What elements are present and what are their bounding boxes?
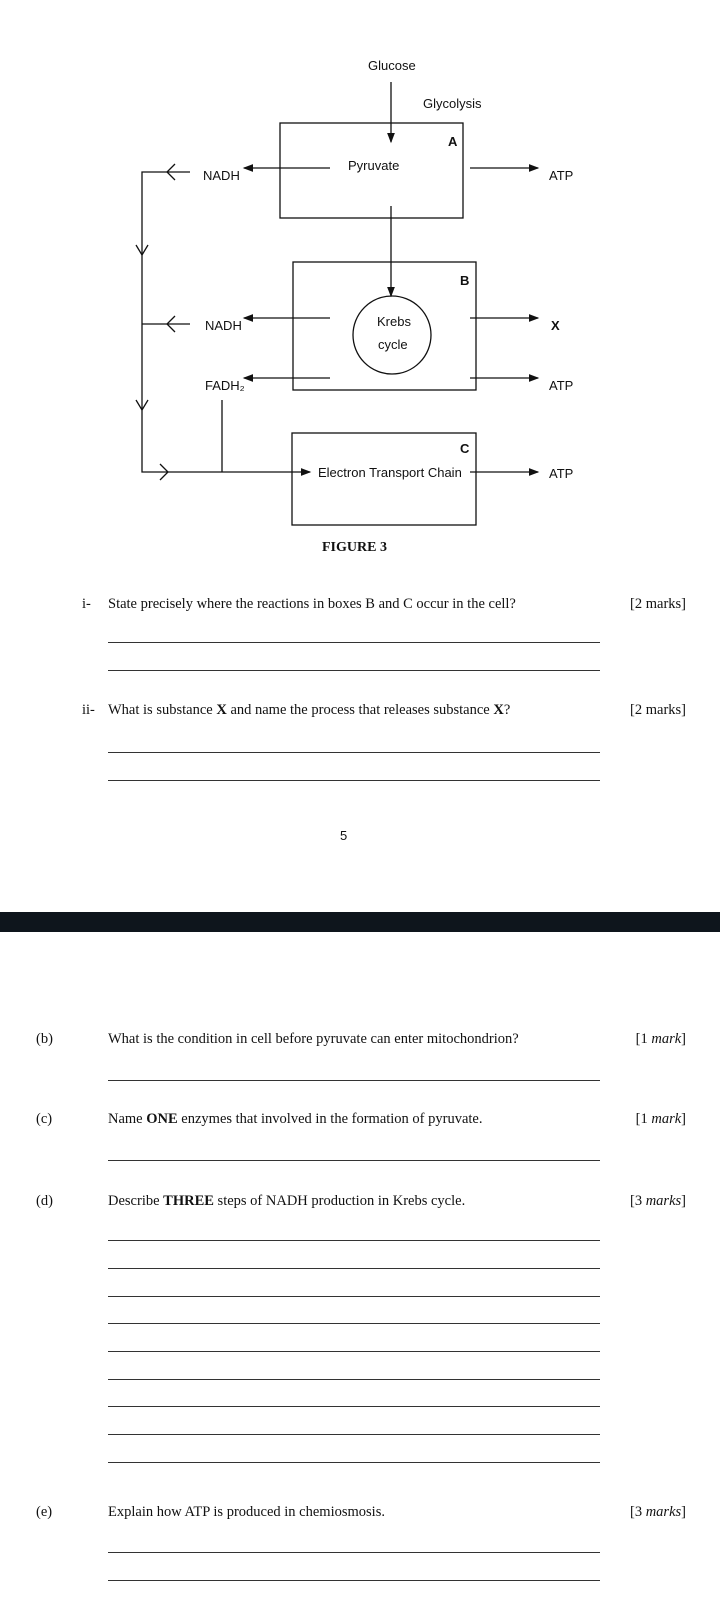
text: [3 — [629, 1504, 646, 1520]
text: [1 — [635, 1031, 652, 1047]
q-c-marks — [636, 1111, 686, 1128]
q-i-label: i- — [82, 596, 91, 612]
q-b-text: What is the condition in cell before pyruvate can enter mitochondrion? — [108, 1031, 519, 1047]
q-d-text — [108, 1193, 465, 1210]
answer-line[interactable] — [108, 780, 600, 781]
answer-line[interactable] — [108, 1323, 600, 1324]
q-e-marks — [630, 1504, 686, 1521]
label-nadh-2: NADH — [205, 318, 242, 333]
q-e-text: Explain how ATP is produced in chemiosmosis. — [108, 1504, 385, 1520]
q-ii-label: ii- — [82, 702, 95, 718]
bold-text: THREE — [163, 1193, 214, 1209]
krebs-circle — [353, 296, 431, 374]
answer-line[interactable] — [108, 1080, 600, 1081]
q-c-label: (c) — [36, 1111, 53, 1127]
answer-line[interactable] — [108, 1296, 600, 1297]
answer-line[interactable] — [108, 1406, 600, 1407]
label-glucose: Glucose — [368, 58, 416, 73]
label-box-c: C — [460, 441, 470, 456]
text: mark — [651, 1111, 682, 1127]
bold-text: X — [216, 702, 227, 718]
label-cycle: cycle — [378, 337, 408, 352]
label-nadh-1: NADH — [203, 168, 240, 183]
q-b-marks — [636, 1031, 686, 1048]
label-pyruvate: Pyruvate — [348, 158, 400, 173]
label-atp-3: ATP — [549, 466, 574, 481]
q-b-label: (b) — [36, 1031, 53, 1047]
figure-3-diagram — [0, 0, 720, 540]
answer-line[interactable] — [108, 1434, 600, 1435]
label-krebs: Krebs — [377, 314, 411, 329]
answer-line[interactable] — [108, 670, 600, 671]
label-glycolysis: Glycolysis — [423, 96, 482, 111]
bold-text: ONE — [146, 1111, 178, 1127]
text: and name the process that releases substance — [226, 702, 494, 718]
q-d-marks — [630, 1193, 686, 1210]
answer-line[interactable] — [108, 1580, 600, 1581]
text: What is substance — [108, 702, 217, 718]
text: ] — [681, 1504, 686, 1520]
q-d-label: (d) — [36, 1193, 53, 1209]
text: Name — [108, 1111, 147, 1127]
text: marks — [645, 1504, 682, 1520]
label-atp-2: ATP — [549, 378, 574, 393]
answer-line[interactable] — [108, 1160, 600, 1161]
answer-line[interactable] — [108, 752, 600, 753]
answer-line[interactable] — [108, 1351, 600, 1352]
text: [3 — [629, 1193, 646, 1209]
figure-caption: FIGURE 3 — [322, 540, 387, 555]
text: Describe — [108, 1193, 164, 1209]
q-i-marks: [2 marks] — [630, 596, 686, 612]
label-x: X — [551, 318, 560, 333]
answer-line[interactable] — [108, 1268, 600, 1269]
answer-line[interactable] — [108, 642, 600, 643]
label-fadh2: FADH₂ — [205, 378, 245, 393]
q-ii-text — [108, 702, 510, 719]
text: ? — [503, 702, 511, 718]
label-box-a: A — [448, 134, 458, 149]
q-c-text — [108, 1111, 483, 1128]
text: mark — [651, 1031, 682, 1047]
answer-line[interactable] — [108, 1462, 600, 1463]
q-i-text: State precisely where the reactions in boxes B and C occur in the cell? — [108, 596, 516, 612]
text: marks — [645, 1193, 682, 1209]
text: [1 — [635, 1111, 652, 1127]
label-box-b: B — [460, 273, 470, 288]
text: steps of NADH production in Krebs cycle. — [213, 1193, 466, 1209]
answer-line[interactable] — [108, 1379, 600, 1380]
page-separator — [0, 912, 720, 932]
text: enzymes that involved in the formation of pyruvate. — [177, 1111, 483, 1127]
bold-text: X — [493, 702, 504, 718]
q-e-label: (e) — [36, 1504, 53, 1520]
text: ] — [681, 1193, 686, 1209]
answer-line[interactable] — [108, 1552, 600, 1553]
page-number: 5 — [340, 828, 348, 843]
answer-line[interactable] — [108, 1240, 600, 1241]
label-etc: Electron Transport Chain — [318, 465, 462, 480]
label-atp-1: ATP — [549, 168, 574, 183]
text: ] — [681, 1031, 686, 1047]
q-ii-marks: [2 marks] — [630, 702, 686, 718]
text: ] — [681, 1111, 686, 1127]
